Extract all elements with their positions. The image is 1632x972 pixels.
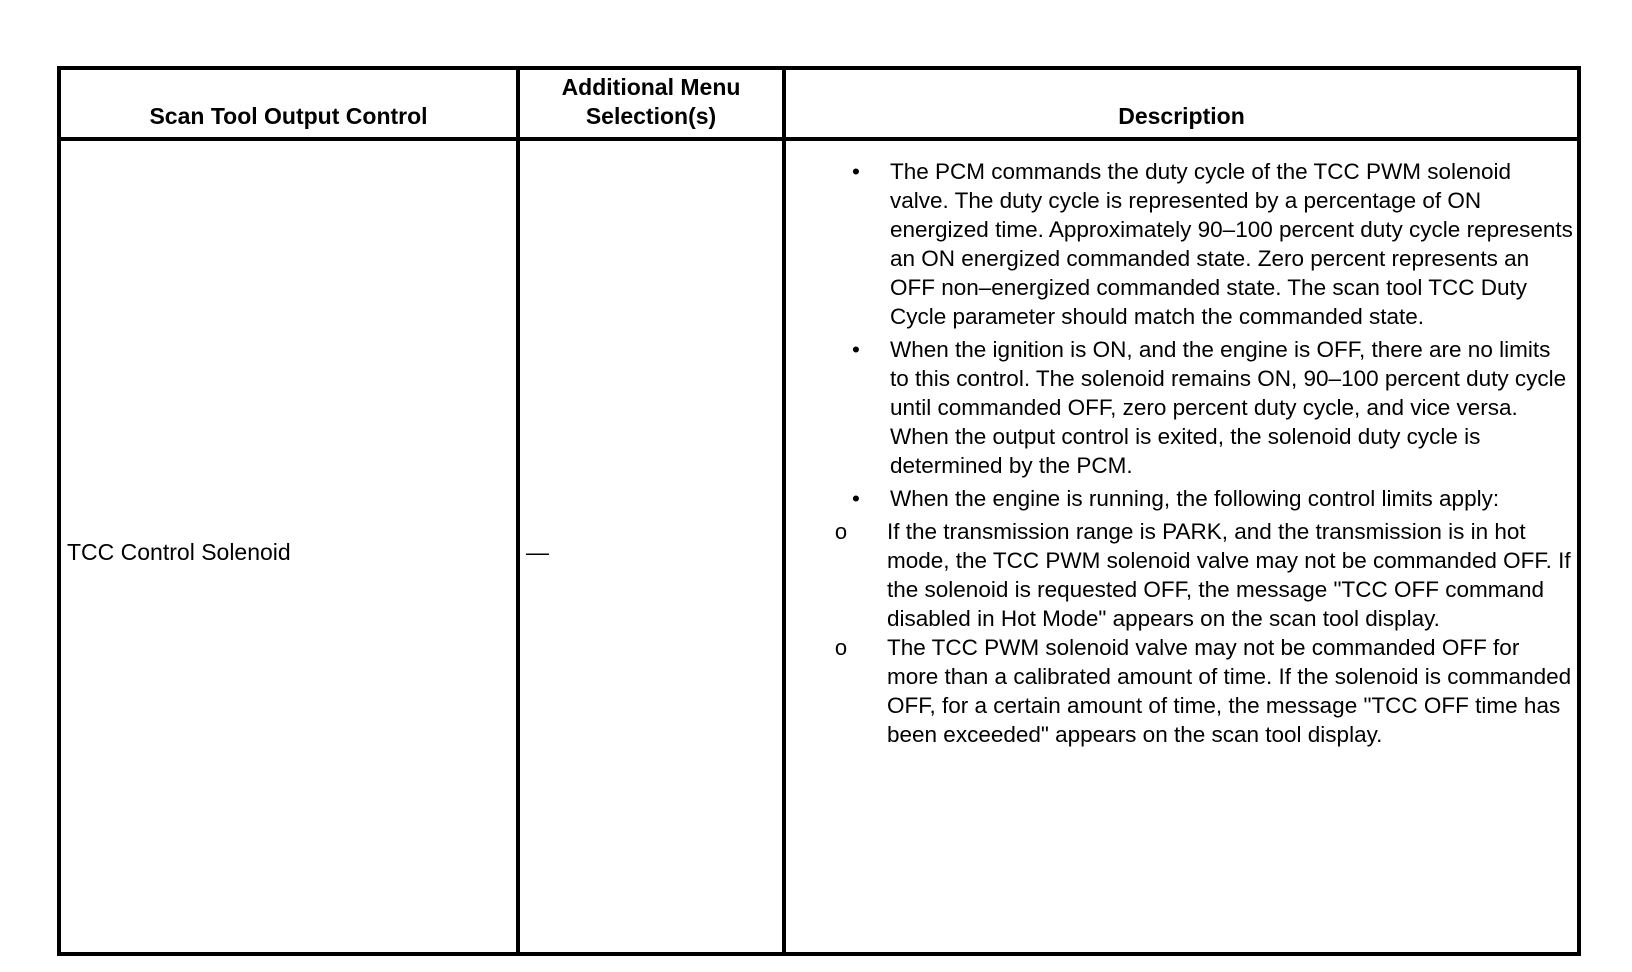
header-description: Description: [784, 68, 1579, 139]
bullet-dot-icon: •: [852, 486, 860, 511]
header-scan-tool-output-control: Scan Tool Output Control: [59, 68, 518, 139]
header-additional-menu-line1: Additional Menu: [561, 74, 741, 100]
description-bullet-1-text: The PCM commands the duty cycle of the TCC PWM solenoid valve. The duty cycle is represented by a percentage of ON energized time. Approximately 90–100 percent duty cycle represents an ON energized commanded state. Zero percent represents an OFF non–energized commanded state. The scan tool TCC Duty Cycle parameter should match the commanded state.: [890, 159, 1573, 329]
header-additional-menu-line2: Selection(s): [585, 103, 717, 129]
description-bullet-1: [786, 157, 1573, 331]
table-row: [59, 139, 1579, 954]
description-sub-list: [786, 517, 1573, 749]
description-bullet-2: [786, 335, 1573, 480]
description-cell: [784, 139, 1579, 954]
output-control-table: [57, 66, 1581, 956]
circle-bullet-icon: o: [834, 519, 848, 544]
menu-selection-cell: —: [518, 139, 784, 954]
bullet-dot-icon: •: [852, 159, 860, 184]
bullet-dot-icon: •: [852, 337, 860, 362]
description-bullet-3-text: When the engine is running, the following control limits apply:: [890, 486, 1500, 511]
header-additional-menu-selections: [518, 68, 784, 139]
description-sub-item-2: [786, 633, 1573, 749]
circle-bullet-icon: o: [834, 635, 848, 660]
description-bullet-list: [786, 157, 1573, 513]
description-sub-item-1-text: If the transmission range is PARK, and the transmission is in hot mode, the TCC PWM solenoid valve may not be commanded OFF. If the solenoid is requested OFF, the message "TCC OFF command disabled in Hot Mode" appears on the scan tool display.: [887, 519, 1571, 631]
description-bullet-2-text: When the ignition is ON, and the engine is OFF, there are no limits to this control. The solenoid remains ON, 90–100 percent duty cycle until commanded OFF, zero percent duty cycle, and vice versa. When the output control is exited, the solenoid duty cycle is determined by the PCM.: [890, 337, 1567, 478]
control-name-cell: TCC Control Solenoid: [59, 139, 518, 954]
description-bullet-3: [786, 484, 1573, 513]
header-row: [59, 68, 1579, 139]
description-sub-item-2-text: The TCC PWM solenoid valve may not be commanded OFF for more than a calibrated amount of time. If the solenoid is commanded OFF, for a certain amount of time, the message "TCC OFF time has been exceeded" appears on the scan tool display.: [887, 635, 1572, 747]
description-sub-item-1: [786, 517, 1573, 633]
